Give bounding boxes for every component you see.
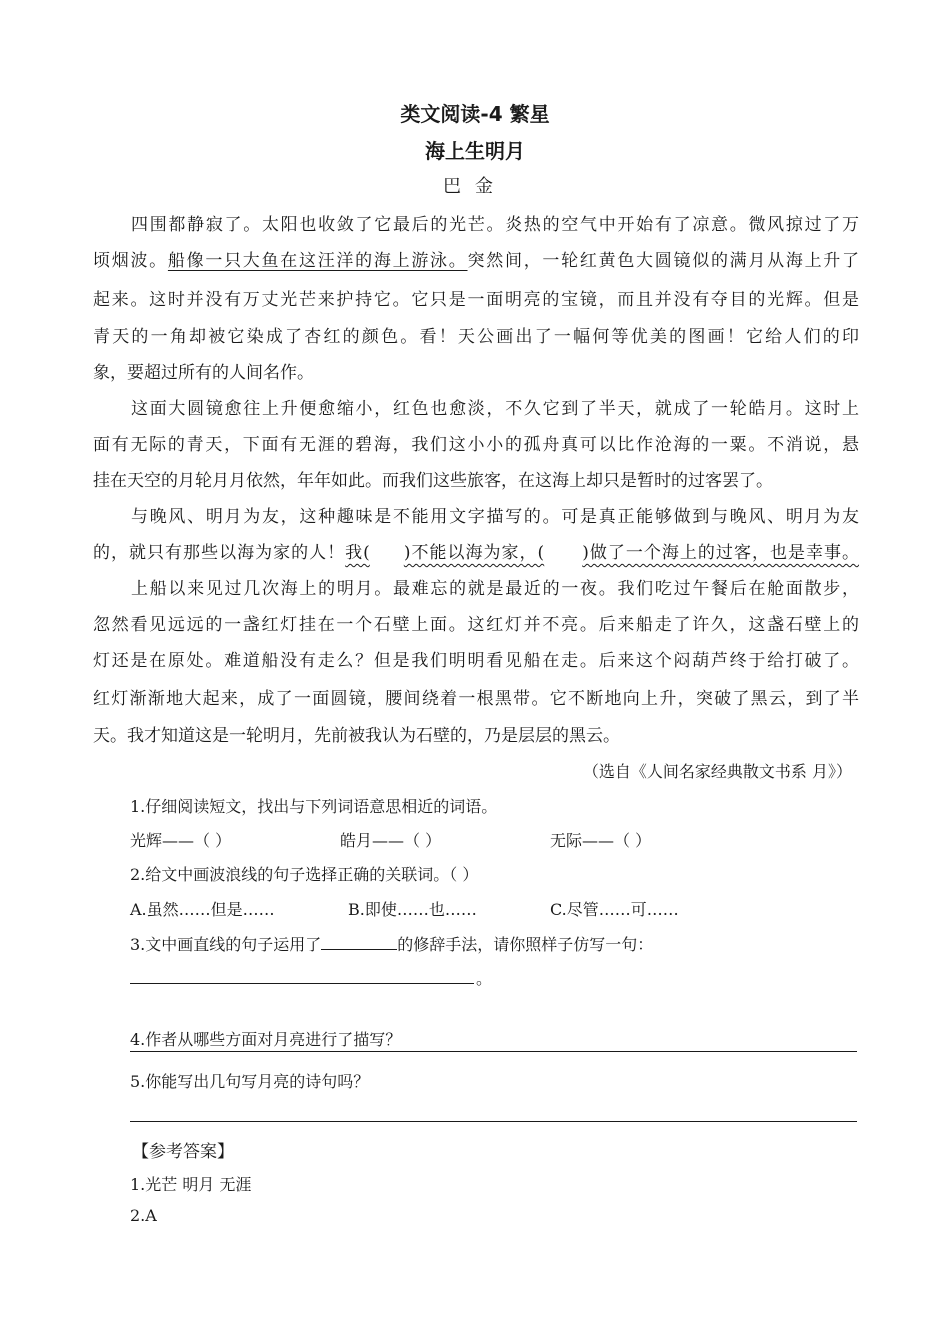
passage-p3-line2: 的，就只有那些以海为家的人！我( )不能以海为家，( )做了一个海上的过客，也是幸事。	[93, 543, 860, 563]
passage-source: （选自《人间名家经典散文书系 月》）	[582, 762, 852, 781]
answer-heading: 【参考答案】	[132, 1142, 234, 1162]
question-3-blank[interactable]	[321, 935, 397, 950]
passage-p2-line1: 这面大圆镜愈往上升便愈缩小，红色也愈淡，不久它到了半天，就成了一轮皓月。这时上	[131, 399, 859, 419]
question-2-option-c: C.尽管……可……	[550, 900, 679, 919]
question-4-answer-line[interactable]	[130, 1051, 857, 1052]
question-4: 4.作者从哪些方面对月亮进行了描写？	[130, 1030, 402, 1049]
article-author: 巴金	[443, 176, 507, 197]
passage-p4-line4: 红灯渐渐地大起来，成了一面圆镜，腰间绕着一根黑带。它不断地向上升，突破了黑云，到了半	[93, 689, 859, 709]
question-1: 1.仔细阅读短文，找出与下列词语意思相近的词语。	[130, 797, 498, 816]
passage-p1-line3: 起来。这时并没有万丈光芒来护持它。它只是一面明亮的宝镜，而且并没有夺目的光辉。但是	[93, 290, 859, 310]
straight-underlined-sentence: 船像一只大鱼在这汪洋的海上游泳。	[167, 251, 468, 271]
passage-p3-line1: 与晚风、明月为友，这种趣味是不能用文字描写的。可是真正能够做到与晚风、明月为友	[131, 507, 859, 527]
passage-p1-line2: 顷烟波。船像一只大鱼在这汪洋的海上游泳。突然间，一轮红黄色大圆镜似的满月从海上升了	[93, 251, 860, 271]
passage-p4-line5: 天。我才知道这是一轮明月，先前被我认为石壁的，乃是层层的黑云。	[93, 726, 620, 746]
passage-p1-line1: 四围都静寂了。太阳也收敛了它最后的光芒。炎热的空气中开始有了凉意。微风掠过了万	[131, 215, 859, 235]
passage-p4-line2: 忽然看见远远的一盏红灯挂在一个石壁上面。这红灯并不亮。后来船走了许久，这盏石壁上的	[93, 615, 859, 635]
passage-p2-line2: 面有无际的青天，下面有无涯的碧海，我们这小小的孤舟真可以比作沧海的一粟。不消说，悬	[93, 435, 859, 455]
question-2-option-b: B.即使……也……	[348, 900, 477, 919]
worksheet-title: 类文阅读-4 繁星	[400, 102, 550, 126]
question-1-item-2: 皓月——（ ）	[340, 831, 442, 850]
question-3-end-mark: 。	[476, 969, 493, 988]
answer-1: 1.光芒 明月 无涯	[130, 1175, 252, 1194]
passage-p4-line3: 灯还是在原处。难道船没有走么？但是我们明明看见船在走。后来这个闷葫芦终于给打破了。	[93, 651, 859, 671]
article-title: 海上生明月	[425, 139, 525, 163]
question-2-option-a: A.虽然……但是……	[130, 900, 275, 919]
passage-p1-line5: 象，要超过所有的人间名作。	[93, 363, 314, 383]
passage-p4-line1: 上船以来见过几次海上的明月。最难忘的就是最近的一夜。我们吃过午餐后在舱面散步，	[131, 579, 859, 599]
question-1-item-3: 无际——（ ）	[550, 831, 652, 850]
passage-p2-line3: 挂在天空的月轮月月依然，年年如此。而我们这些旅客，在这海上却只是暂时的过客罢了。	[93, 471, 773, 491]
question-2: 2.给文中画波浪线的句子选择正确的关联词。（ ）	[130, 865, 479, 884]
question-1-item-1: 光辉——（ ）	[130, 831, 232, 850]
wavy-underlined-sentence: 我( )不能以海为家，( )做了一个海上的过客，也是幸事。	[345, 543, 860, 563]
question-5: 5.你能写出几句写月亮的诗句吗？	[130, 1072, 370, 1091]
question-5-answer-line[interactable]	[130, 1121, 857, 1122]
question-3-answer-line[interactable]	[130, 983, 474, 984]
passage-p1-line4: 青天的一角却被它染成了杏红的颜色。看！天公画出了一幅何等优美的图画！它给人们的印	[93, 327, 859, 347]
answer-2: 2.A	[130, 1206, 157, 1225]
question-3: 3.文中画直线的句子运用了 的修辞手法，请你照样子仿写一句：	[130, 935, 654, 954]
